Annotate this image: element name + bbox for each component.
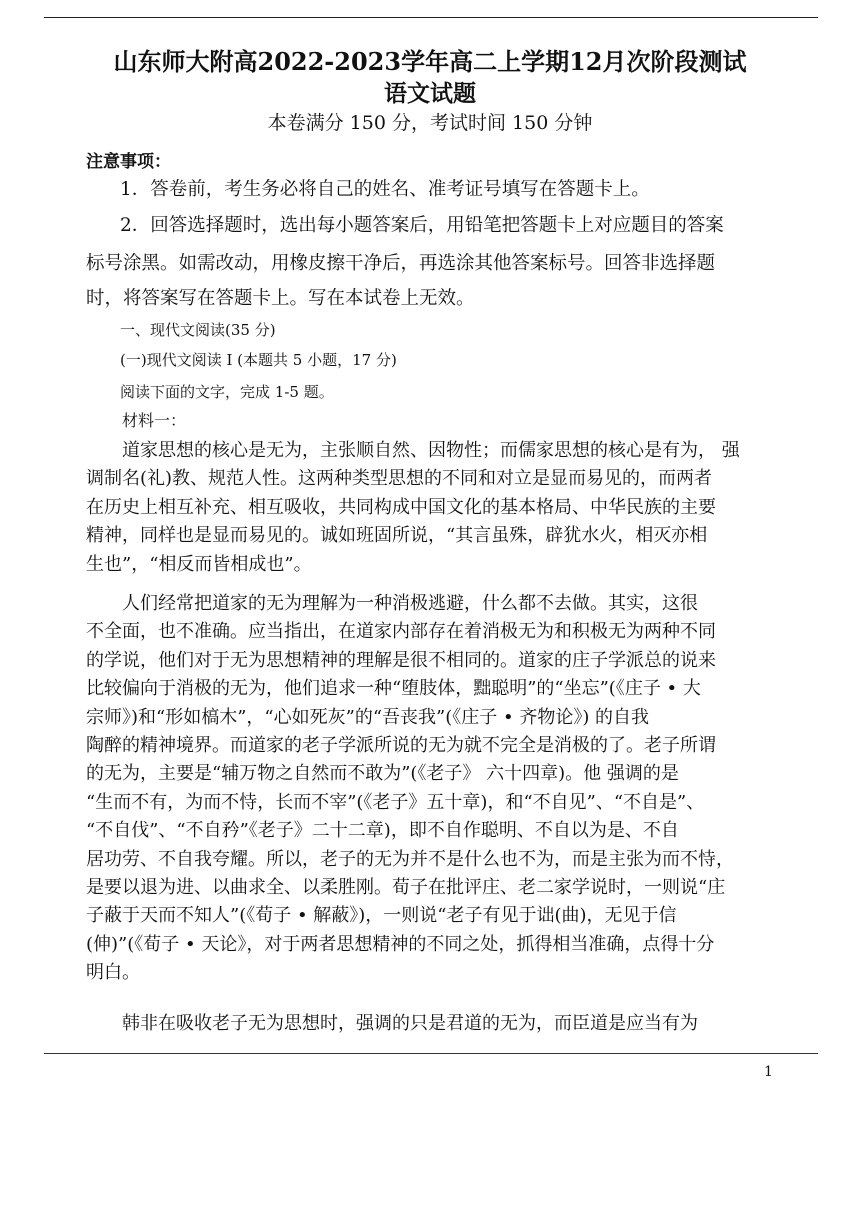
page-number: 1 — [764, 1064, 773, 1080]
bottom-rule — [44, 1053, 818, 1054]
paragraph-3: 韩非在吸收老子无为思想时，强调的只是君道的无为，而臣道是应当有为 — [122, 1013, 698, 1034]
notice-heading: 注意事项： — [86, 152, 171, 172]
top-rule — [44, 17, 818, 18]
section-part1: 一、现代文阅读(35 分) — [120, 321, 276, 339]
notice-item-1: 1．答卷前，考生务必将自己的姓名、准考证号填写在答题卡上。 — [120, 179, 650, 200]
paragraph-1: 道家思想的核心是无为，主张顺自然、因物性；而儒家思想的核心是有为， 强 调制名(礼)教、规范人性。这两种类型思想的不同和对立是显而易见的，而两者 在历史上相互补充、相互吸收，共同构成中国文化的基本格局、中华民族的主要 精神，同样也是显而易见的。诚如班固所说，“其言虽殊，辟犹水火，相灭亦相 生也”，“相反而皆相成也”。 — [86, 440, 740, 575]
notice-item-2: 2．回答选择题时，选出每小题答案后，用铅笔把答题卡上对应题目的答案 标号涂黑。如需改动，用橡皮擦干净后，再选涂其他答案标号。回答非选择题 时，将答案写在答题卡上。写在本试卷上无效。 — [86, 215, 724, 309]
material-label: 材料一： — [122, 411, 187, 430]
exam-title: 山东师大附高2022-2023学年高二上学期12月次阶段测试 — [113, 47, 747, 76]
exam-subtitle: 本卷满分 150 分，考试时间 150 分钟 — [267, 112, 593, 134]
section-part1-sub: (一)现代文阅读 I (本题共 5 小题，17 分) — [120, 351, 397, 369]
paragraph-2: 人们经常把道家的无为理解为一种消极逃避，什么都不去做。其实，这很 不全面，也不准确。应当指出，在道家内部存在着消极无为和积极无为两种不同 的学说，他们对于无为思想精神的理解是很不相同的。道家的庄子学派总的说来 比较偏向于消极的无为，他们追求一种“堕肢体，黜聪明”的“坐忘”(《庄子 • 大 宗师》)和“形如槁木”，“心如死灰”的“吾丧我”(《庄子 • 齐物论》) 的自我 陶醉的精神境界。而道家的老子学派所说的无为就不完全是消极的了。老子所谓 的无为，主要是“辅万物之自然而不敢为”(《老子》 六十四章)。他 强调的是 “生而不有，为而不恃，长而不宰”(《老子》五十章)，和“不自见”、“不自是”、 “不自伐”、“不自矜”《老子》二十二章)，即不自作聪明、不自以为是、不自 居功劳、不自我夸耀。所以，老子的无为并不是什么也不为，而是主张为而不恃， 是要以退为进、以曲求全、以柔胜刚。荀子在批评庄、老二家学说时，一则说“庄 子蔽于天而不知人”(《荀子 • 解蔽》)，一则说“老子有见于诎(曲)，无见于信 (伸)”(《荀子 • 天论》，对于两者思想精神的不同之处，抓得相当准确，点得十分 明白。 — [86, 593, 734, 984]
reading-instruction: 阅读下面的文字，完成 1-5 题。 — [120, 383, 334, 401]
exam-subject-title: 语文试题 — [384, 80, 476, 107]
